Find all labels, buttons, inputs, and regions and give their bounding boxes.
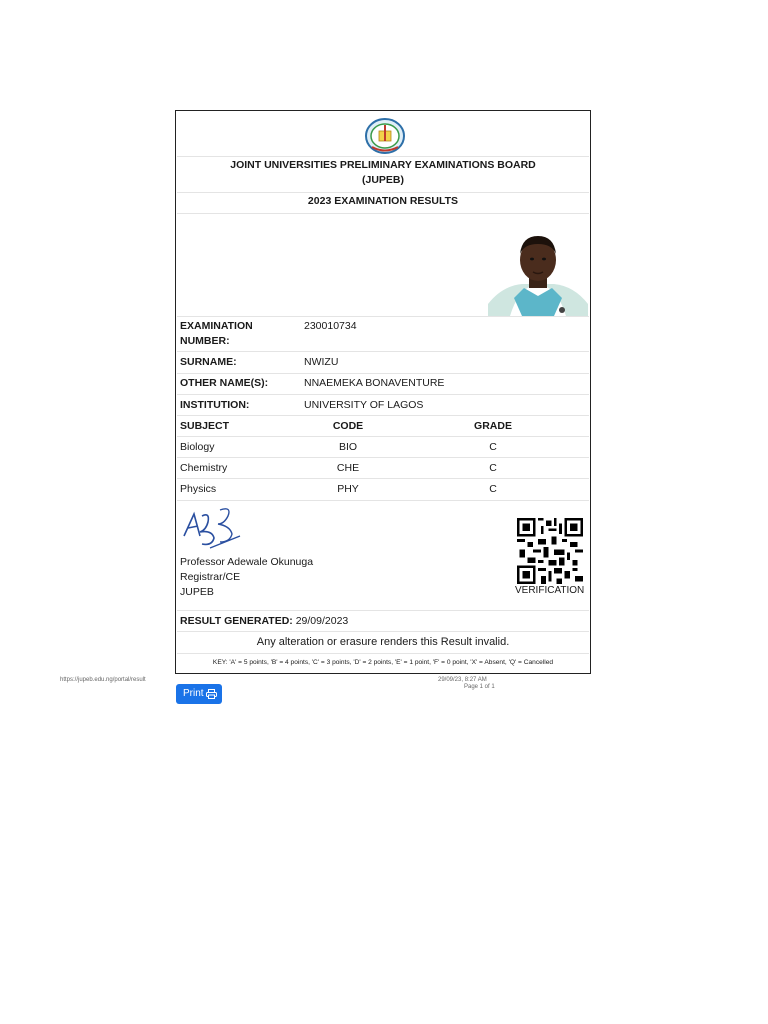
result-card [175, 110, 591, 674]
divider [177, 478, 589, 479]
exam-number-value: 230010734 [304, 320, 357, 332]
divider [177, 156, 589, 157]
table-cell-grade: C [489, 462, 497, 474]
divider [177, 351, 589, 352]
divider [177, 631, 589, 632]
exam-number-label-1: EXAMINATION [180, 320, 253, 332]
other-names-value: NNAEMEKA BONAVENTURE [304, 377, 445, 389]
divider [177, 213, 589, 214]
table-cell-grade: C [489, 441, 497, 453]
invalidity-warning: Any alteration or erasure renders this Result invalid. [256, 636, 510, 648]
table-cell-subject: Biology [180, 441, 215, 453]
institution-label: INSTITUTION: [180, 399, 250, 411]
org-title-line1: JOINT UNIVERSITIES PRELIMINARY EXAMINATIONS BOARD [230, 159, 536, 171]
divider [177, 192, 589, 193]
verification-label: VERIFICATION [515, 585, 585, 596]
divider [177, 500, 589, 501]
print-button-label: Print [183, 688, 204, 699]
institution-value: UNIVERSITY OF LAGOS [304, 399, 424, 411]
registrar-title: Registrar/CE [180, 571, 241, 583]
result-generated-date: 29/09/2023 [295, 615, 349, 627]
result-generated-label: RESULT GENERATED: [180, 615, 293, 627]
registrar-signature [180, 506, 242, 552]
divider [177, 316, 589, 317]
printer-icon [206, 689, 217, 699]
table-cell-subject: Chemistry [180, 462, 228, 474]
candidate-photo [488, 226, 588, 316]
print-footer-datetime: 29/09/23, 8:27 AM [438, 677, 487, 683]
print-footer-url: https://jupeb.edu.ng/portal/result [60, 677, 146, 683]
grading-key: KEY: 'A' = 5 points, 'B' = 4 points, 'C' = 3 points, 'D' = 2 points, 'E' = 1 point, 'F' = 0 point, 'X' = Absent, 'Q' = Cancelled [212, 659, 554, 666]
table-cell-code: PHY [337, 483, 359, 495]
table-cell-code: BIO [338, 441, 358, 453]
result-generated-row [180, 614, 348, 629]
table-header-grade: GRADE [474, 420, 512, 432]
jupeb-logo-icon [364, 117, 406, 155]
divider [177, 436, 589, 437]
table-cell-grade: C [489, 483, 497, 495]
registrar-name: Professor Adewale Okunuga [180, 556, 314, 568]
divider [177, 457, 589, 458]
table-cell-subject: Physics [180, 483, 217, 495]
divider [177, 394, 589, 395]
results-title: 2023 EXAMINATION RESULTS [307, 195, 459, 207]
surname-label: SURNAME: [180, 356, 237, 368]
surname-value: NWIZU [304, 356, 339, 368]
divider [177, 653, 589, 654]
table-cell-code: CHE [336, 462, 360, 474]
divider [177, 415, 589, 416]
exam-number-label-2: NUMBER: [180, 335, 230, 347]
other-names-label: OTHER NAME(S): [180, 377, 269, 389]
verification-qr-code [515, 518, 585, 584]
table-header-subject: SUBJECT [180, 420, 230, 432]
registrar-org: JUPEB [180, 586, 214, 598]
divider [177, 610, 589, 611]
print-button[interactable] [176, 684, 222, 704]
table-header-code: CODE [332, 420, 364, 432]
divider [177, 373, 589, 374]
org-title-line2: (JUPEB) [361, 174, 404, 186]
print-footer-page: Page 1 of 1 [464, 684, 495, 690]
